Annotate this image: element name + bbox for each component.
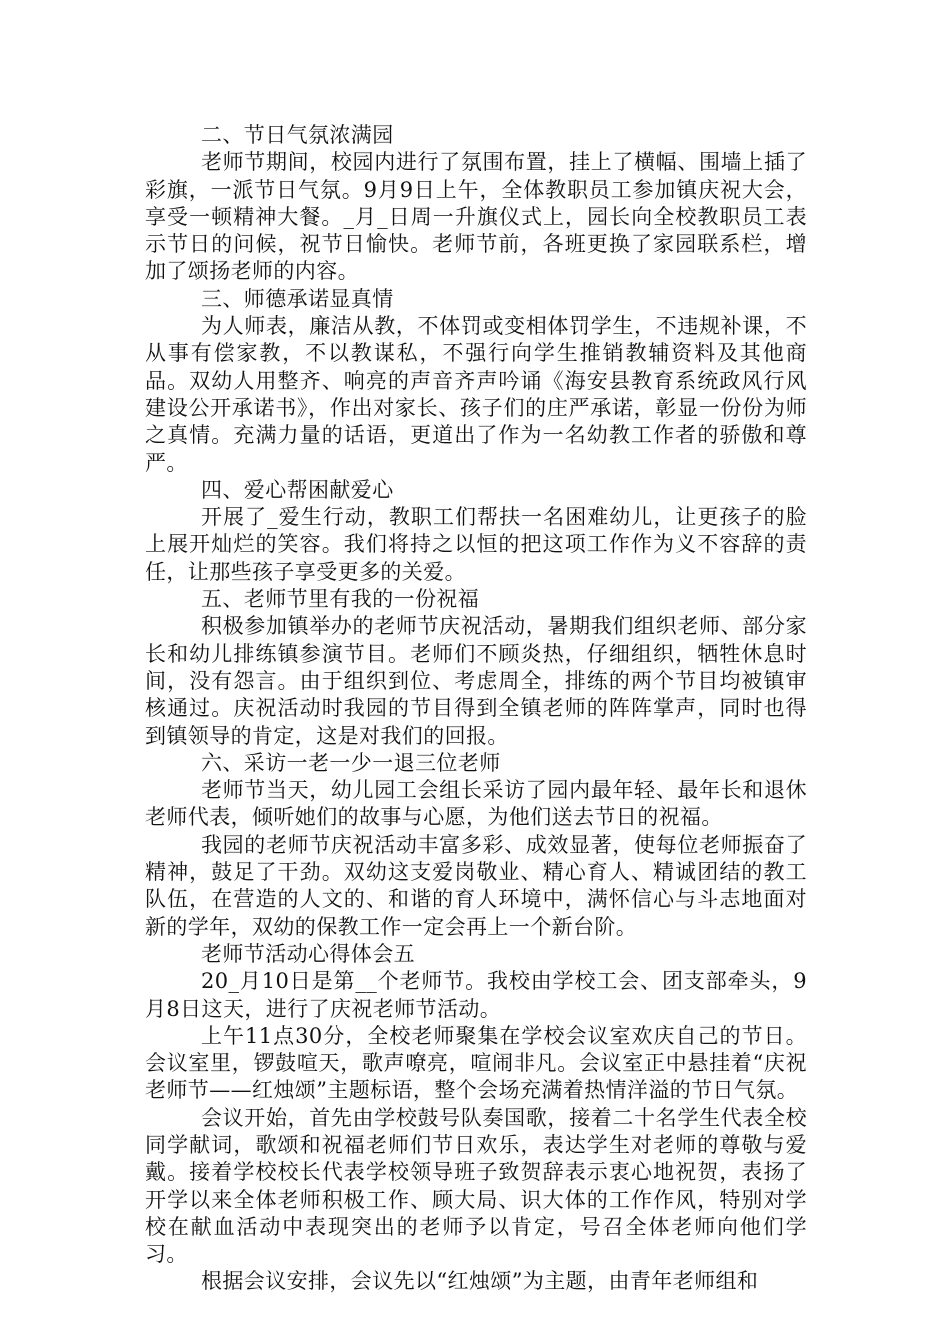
section-heading: 六、采访一老一少一退三位老师 xyxy=(201,750,501,775)
body-paragraph: 20_月10日是第__个老师节。我校由学校工会、团支部牵头，9月8日这天，进行了庆祝老师节活动。 xyxy=(145,969,807,1021)
body-paragraph: 我园的老师节庆祝活动丰富多彩、成效显著，使每位老师振奋了精神，鼓足了干劲。双幼这支爱岗敬业、精心育人、精诚团结的教工队伍，在营造的人文的、和谐的育人环境中，满怀信心与斗志地面对新的学年，双幼的保教工作一定会再上一个新台阶。 xyxy=(145,832,807,939)
section-heading: 二、节日气氛浓满园 xyxy=(201,123,394,147)
body-paragraph: 根据会议安排，会议先以“红烛颂”为主题，由青年老师组和 xyxy=(201,1269,759,1294)
section-heading: 五、老师节里有我的一份祝福 xyxy=(201,587,480,612)
section-heading: 四、爱心帮困献爱心 xyxy=(201,477,394,502)
document-body xyxy=(145,122,807,1296)
body-paragraph: 上午11点30分，全校老师聚集在学校会议室欢庆自己的节日。会议室里，锣鼓喧天，歌声嘹亮，喧闹非凡。会议室正中悬挂着“庆祝老师节——红烛颂”主题标语，整个会场充满着热情洋溢的节日气氛。 xyxy=(145,1023,807,1103)
body-paragraph: 开展了_爱生行动，教职工们帮扶一名困难幼儿，让更孩子的脸上展开灿烂的笑容。我们将持之以恒的把这项工作作为义不容辞的责任，让那些孩子享受更多的关爱。 xyxy=(145,505,807,584)
body-paragraph: 老师节当天，幼儿园工会组长采访了园内最年轻、最年长和退休老师代表，倾听她们的故事与心愿，为他们送去节日的祝福。 xyxy=(145,778,807,830)
section-heading: 三、师德承诺显真情 xyxy=(201,286,394,311)
body-paragraph: 积极参加镇举办的老师节庆祝活动，暑期我们组织老师、部分家长和幼儿排练镇参演节目。老师们不顾炎热，仔细组织，牺牲休息时间，没有怨言。由于组织到位、考虑周全，排练的两个节目均被镇审核通过。庆祝活动时我园的节目得到全镇老师的阵阵掌声，同时也得到镇领导的肯定，这是对我们的回报。 xyxy=(145,614,807,748)
body-paragraph: 会议开始，首先由学校鼓号队奏国歌，接着二十名学生代表全校同学献词，歌颂和祝福老师们节日欢乐，表达学生对老师的尊敬与爱戴。接着学校校长代表学校领导班子致贺辞表示衷心地祝贺，表扬了开学以来全体老师积极工作、顾大局、识大体的工作作风，特别对学校在献血活动中表现突出的老师予以肯定，号召全体老师向他们学习。 xyxy=(145,1105,807,1267)
section-heading: 老师节活动心得体会五 xyxy=(201,941,415,966)
body-paragraph: 为人师表，廉洁从教，不体罚或变相体罚学生，不违规补课，不从事有偿家教，不以教谋私，不强行向学生推销教辅资料及其他商品。双幼人用整齐、响亮的声音齐声吟诵《海安县教育系统政风行风建设公开承诺书》，作出对家长、孩子们的庄严承诺，彰显一份份为师之真情。充满力量的话语，更道出了作为一名幼教工作者的骄傲和尊严。 xyxy=(145,314,807,475)
body-paragraph: 老师节期间，校园内进行了氛围布置，挂上了横幅、围墙上插了彩旗，一派节日气氛。9月9日上午，全体教职员工参加镇庆祝大会，享受一顿精神大餐。_月_日周一升旗仪式上，园长向全校教职员工表示节日的问候，祝节日愉快。老师节前，各班更换了家园联系栏，增加了颂扬老师的内容。 xyxy=(145,150,807,284)
